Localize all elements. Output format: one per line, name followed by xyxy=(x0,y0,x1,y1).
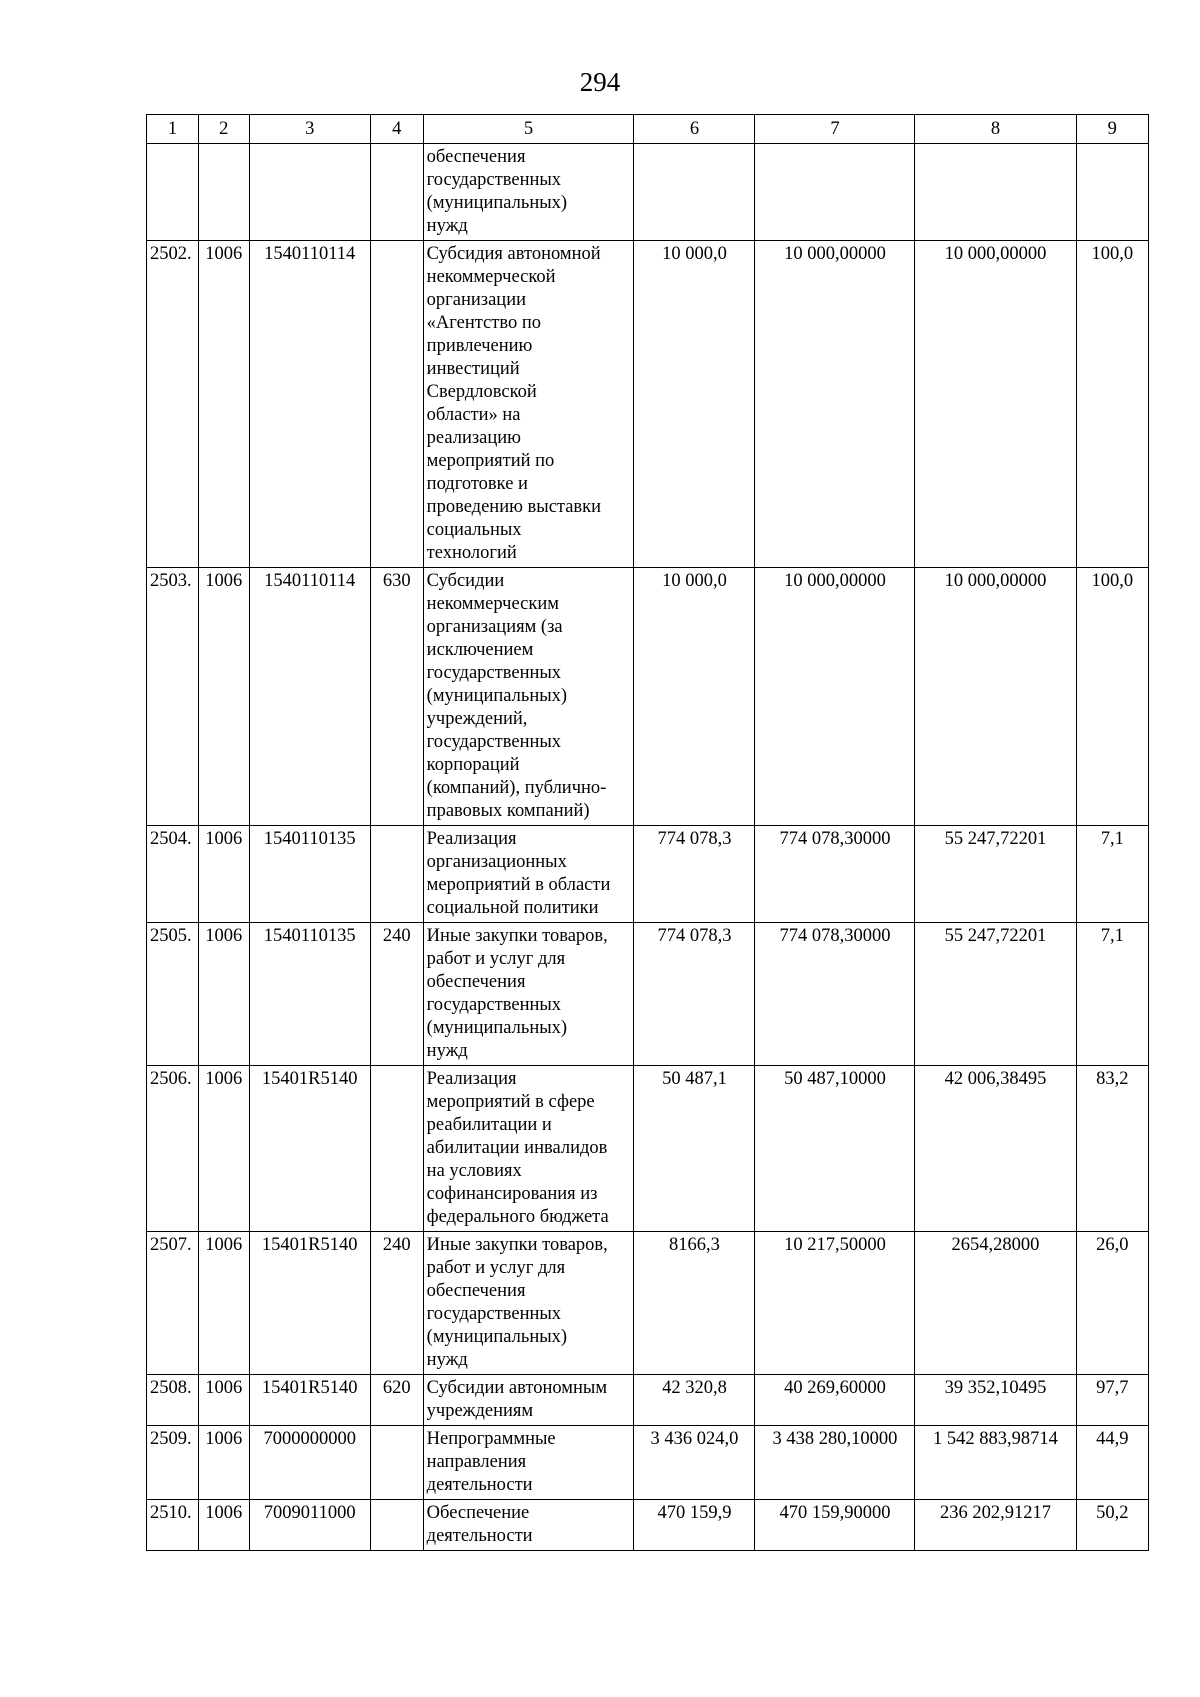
description-line: Субсидия автономной xyxy=(426,244,601,264)
executed-amount-cell: 2654,28000 xyxy=(915,1232,1076,1375)
adjusted-plan-cell xyxy=(755,144,915,241)
section-code-cell: 1006 xyxy=(198,1232,249,1375)
description-line: Субсидии xyxy=(426,571,505,591)
plan-amount-cell xyxy=(634,144,755,241)
section-code-cell: 1006 xyxy=(198,1500,249,1551)
table-row xyxy=(147,923,1149,1066)
description-cell xyxy=(423,241,634,568)
percent-executed-cell: 100,0 xyxy=(1076,568,1149,826)
table-row xyxy=(147,1500,1149,1551)
adjusted-plan-cell: 774 078,30000 xyxy=(755,923,915,1066)
row-number-cell: 2503. xyxy=(147,568,199,826)
description-line: деятельности xyxy=(426,1475,533,1495)
executed-amount-cell xyxy=(915,144,1076,241)
description-cell xyxy=(423,1500,634,1551)
table-row xyxy=(147,1066,1149,1232)
table-row xyxy=(147,144,1149,241)
plan-amount-cell: 10 000,0 xyxy=(634,241,755,568)
percent-executed-cell: 50,2 xyxy=(1076,1500,1149,1551)
description-line: государственных xyxy=(426,732,562,752)
expense-kind-cell xyxy=(370,1500,423,1551)
description-line: (муниципальных) xyxy=(426,1327,568,1347)
description-line: государственных xyxy=(426,663,562,683)
column-header: 4 xyxy=(370,115,423,144)
budget-table xyxy=(146,114,1149,1551)
description-line: деятельности xyxy=(426,1526,533,1546)
expense-kind-cell xyxy=(370,144,423,241)
executed-amount-cell: 39 352,10495 xyxy=(915,1375,1076,1426)
description-line: организациям (за xyxy=(426,617,563,637)
plan-amount-cell: 470 159,9 xyxy=(634,1500,755,1551)
description-line: мероприятий по xyxy=(426,451,555,471)
target-article-cell: 7009011000 xyxy=(249,1500,370,1551)
description-line: Субсидии автономным xyxy=(426,1378,608,1398)
adjusted-plan-cell: 10 217,50000 xyxy=(755,1232,915,1375)
plan-amount-cell: 10 000,0 xyxy=(634,568,755,826)
row-number-cell: 2506. xyxy=(147,1066,199,1232)
executed-amount-cell: 42 006,38495 xyxy=(915,1066,1076,1232)
description-line: мероприятий в сфере xyxy=(426,1092,595,1112)
table-row xyxy=(147,1232,1149,1375)
header-row xyxy=(147,115,1149,144)
description-line: подготовке и xyxy=(426,474,528,494)
adjusted-plan-cell: 40 269,60000 xyxy=(755,1375,915,1426)
description-line: Иные закупки товаров, xyxy=(426,926,608,946)
expense-kind-cell: 620 xyxy=(370,1375,423,1426)
section-code-cell: 1006 xyxy=(198,923,249,1066)
table-row xyxy=(147,241,1149,568)
adjusted-plan-cell: 10 000,00000 xyxy=(755,241,915,568)
target-article-cell: 15401R5140 xyxy=(249,1375,370,1426)
plan-amount-cell: 50 487,1 xyxy=(634,1066,755,1232)
description-line: Свердловской xyxy=(426,382,537,402)
column-header: 9 xyxy=(1076,115,1149,144)
column-header: 7 xyxy=(755,115,915,144)
page-number: 294 xyxy=(579,67,621,97)
description-line: Обеспечение xyxy=(426,1503,530,1523)
row-number-cell: 2504. xyxy=(147,826,199,923)
description-line: государственных xyxy=(426,170,562,190)
description-line: работ и услуг для xyxy=(426,1258,566,1278)
column-header: 2 xyxy=(198,115,249,144)
executed-amount-cell: 55 247,72201 xyxy=(915,923,1076,1066)
percent-executed-cell: 26,0 xyxy=(1076,1232,1149,1375)
plan-amount-cell: 8166,3 xyxy=(634,1232,755,1375)
description-cell xyxy=(423,568,634,826)
target-article-cell: 1540110135 xyxy=(249,923,370,1066)
description-line: проведению выставки xyxy=(426,497,602,517)
description-line: социальной политики xyxy=(426,898,599,918)
target-article-cell xyxy=(249,144,370,241)
description-line: нужд xyxy=(426,1350,468,1370)
description-line: Реализация xyxy=(426,829,517,849)
description-cell xyxy=(423,1066,634,1232)
section-code-cell: 1006 xyxy=(198,568,249,826)
target-article-cell: 1540110114 xyxy=(249,241,370,568)
description-line: учреждений, xyxy=(426,709,528,729)
description-line: государственных xyxy=(426,1304,562,1324)
description-line: некоммерческим xyxy=(426,594,559,614)
row-number-cell: 2509. xyxy=(147,1426,199,1500)
table-body xyxy=(147,144,1149,1551)
description-line: абилитации инвалидов xyxy=(426,1138,608,1158)
description-cell xyxy=(423,1232,634,1375)
expense-kind-cell: 240 xyxy=(370,923,423,1066)
description-line: обеспечения xyxy=(426,1281,526,1301)
description-line: Реализация xyxy=(426,1069,517,1089)
expense-kind-cell xyxy=(370,241,423,568)
row-number-cell: 2507. xyxy=(147,1232,199,1375)
description-line: обеспечения xyxy=(426,972,526,992)
description-line: направления xyxy=(426,1452,527,1472)
description-line: обеспечения xyxy=(426,147,526,167)
percent-executed-cell: 7,1 xyxy=(1076,826,1149,923)
percent-executed-cell: 97,7 xyxy=(1076,1375,1149,1426)
plan-amount-cell: 42 320,8 xyxy=(634,1375,755,1426)
description-line: Непрограммные xyxy=(426,1429,556,1449)
description-line: исключением xyxy=(426,640,534,660)
plan-amount-cell: 774 078,3 xyxy=(634,923,755,1066)
description-cell xyxy=(423,826,634,923)
row-number-cell xyxy=(147,144,199,241)
executed-amount-cell: 10 000,00000 xyxy=(915,241,1076,568)
section-code-cell: 1006 xyxy=(198,826,249,923)
row-number-cell: 2505. xyxy=(147,923,199,1066)
column-header: 6 xyxy=(634,115,755,144)
description-line: (муниципальных) xyxy=(426,686,568,706)
description-line: некоммерческой xyxy=(426,267,556,287)
description-line: федерального бюджета xyxy=(426,1207,609,1227)
percent-executed-cell: 83,2 xyxy=(1076,1066,1149,1232)
table-row xyxy=(147,1426,1149,1500)
target-article-cell: 1540110114 xyxy=(249,568,370,826)
row-number-cell: 2510. xyxy=(147,1500,199,1551)
section-code-cell: 1006 xyxy=(198,1375,249,1426)
adjusted-plan-cell: 10 000,00000 xyxy=(755,568,915,826)
description-cell xyxy=(423,144,634,241)
description-line: организации xyxy=(426,290,526,310)
column-header: 5 xyxy=(423,115,634,144)
description-line: на условиях xyxy=(426,1161,522,1181)
description-line: социальных xyxy=(426,520,522,540)
section-code-cell: 1006 xyxy=(198,241,249,568)
description-line: инвестиций xyxy=(426,359,520,379)
expense-kind-cell: 630 xyxy=(370,568,423,826)
adjusted-plan-cell: 50 487,10000 xyxy=(755,1066,915,1232)
adjusted-plan-cell: 470 159,90000 xyxy=(755,1500,915,1551)
table-row xyxy=(147,568,1149,826)
description-line: корпораций xyxy=(426,755,520,775)
description-line: мероприятий в области xyxy=(426,875,611,895)
adjusted-plan-cell: 774 078,30000 xyxy=(755,826,915,923)
column-header: 8 xyxy=(915,115,1076,144)
executed-amount-cell: 10 000,00000 xyxy=(915,568,1076,826)
description-line: (компаний), публично- xyxy=(426,778,607,798)
target-article-cell: 15401R5140 xyxy=(249,1232,370,1375)
description-line: привлечению xyxy=(426,336,533,356)
row-number-cell: 2502. xyxy=(147,241,199,568)
percent-executed-cell: 44,9 xyxy=(1076,1426,1149,1500)
target-article-cell: 1540110135 xyxy=(249,826,370,923)
percent-executed-cell: 7,1 xyxy=(1076,923,1149,1066)
executed-amount-cell: 236 202,91217 xyxy=(915,1500,1076,1551)
description-line: технологий xyxy=(426,543,517,563)
table-row xyxy=(147,1375,1149,1426)
executed-amount-cell: 55 247,72201 xyxy=(915,826,1076,923)
plan-amount-cell: 3 436 024,0 xyxy=(634,1426,755,1500)
section-code-cell: 1006 xyxy=(198,1066,249,1232)
description-line: реабилитации и xyxy=(426,1115,552,1135)
section-code-cell: 1006 xyxy=(198,1426,249,1500)
description-line: «Агентство по xyxy=(426,313,541,333)
target-article-cell: 7000000000 xyxy=(249,1426,370,1500)
description-cell xyxy=(423,1426,634,1500)
expense-kind-cell xyxy=(370,1426,423,1500)
description-line: правовых компаний) xyxy=(426,801,590,821)
plan-amount-cell: 774 078,3 xyxy=(634,826,755,923)
description-line: (муниципальных) xyxy=(426,193,568,213)
expense-kind-cell xyxy=(370,1066,423,1232)
table-row xyxy=(147,826,1149,923)
row-number-cell: 2508. xyxy=(147,1375,199,1426)
description-line: (муниципальных) xyxy=(426,1018,568,1038)
expense-kind-cell xyxy=(370,826,423,923)
adjusted-plan-cell: 3 438 280,10000 xyxy=(755,1426,915,1500)
description-line: софинансирования из xyxy=(426,1184,598,1204)
description-line: реализацию xyxy=(426,428,522,448)
percent-executed-cell xyxy=(1076,144,1149,241)
description-line: области» на xyxy=(426,405,521,425)
percent-executed-cell: 100,0 xyxy=(1076,241,1149,568)
description-line: нужд xyxy=(426,216,468,236)
target-article-cell: 15401R5140 xyxy=(249,1066,370,1232)
description-line: учреждениям xyxy=(426,1401,534,1421)
description-line: государственных xyxy=(426,995,562,1015)
description-cell xyxy=(423,1375,634,1426)
executed-amount-cell: 1 542 883,98714 xyxy=(915,1426,1076,1500)
description-line: нужд xyxy=(426,1041,468,1061)
expense-kind-cell: 240 xyxy=(370,1232,423,1375)
description-line: Иные закупки товаров, xyxy=(426,1235,608,1255)
description-line: работ и услуг для xyxy=(426,949,566,969)
description-line: организационных xyxy=(426,852,567,872)
description-cell xyxy=(423,923,634,1066)
column-header: 3 xyxy=(249,115,370,144)
column-header: 1 xyxy=(147,115,199,144)
section-code-cell xyxy=(198,144,249,241)
